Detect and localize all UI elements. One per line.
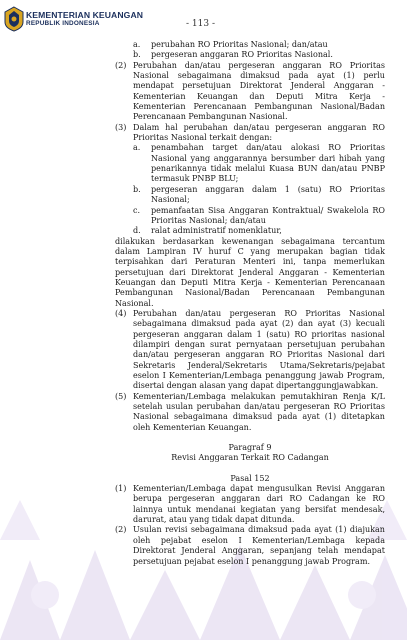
kemenkeu-logo-icon — [4, 6, 24, 32]
paragraph-5: (5) Kementerian/Lembaga melakukan pemutakhiran Renja K/L setelah usulan perubahan dan/atau pergeseran RO Prioritas Nasional sebagaimana dimaksud pada ayat (1) ditetapkan oleh Kementerian Keuangan. — [115, 391, 385, 432]
article-paragraph-2: (2) Usulan revisi sebagaimana dimaksud pada ayat (1) diajukan oleh pejabat eselon I Kementerian/Lembaga kepada Direktorat Jenderal Anggaran, sepanjang telah mendapat persetujuan pejabat eselon I penanggung jawab Program. — [115, 525, 385, 566]
list-item: a. perubahan RO Prioritas Nasional; dan/atau — [133, 40, 328, 49]
ministry-name: KEMENTERIAN KEUANGAN — [26, 10, 144, 20]
document-body — [115, 40, 385, 567]
paragraph-4: (4) Perubahan dan/atau pergeseran RO Prioritas Nasional sebagaimana dimaksud pada ayat (2) dan ayat (3) kecuali pergeseran anggaran dalam 1 (satu) RO prioritas nasional dilampiri dengan surat pernyataan persetujuan perubahan dan/atau pergeseran anggaran RO Prioritas Nasional dari Sekretaris Jenderal/Sekretaris Utama/Sekretaris/pejabat eselon I Kementerian/Lembaga penanggung jawab Program, disertai dengan alasan yang dapat dipertanggungjawabkan. — [115, 308, 385, 391]
ministry-subtitle: REPUBLIK INDONESIA — [26, 20, 100, 27]
article-number: Pasal 152 — [230, 473, 270, 483]
paragraph-3-closing: dilakukan berdasarkan kewenangan sebagaimana tercantum dalam Lampiran IV huruf C yang merupakan bagian tidak terpisahkan dari Peraturan Menteri ini, tanpa memerlukan persetujuan dari Direktorat Jenderal Anggaran - Kementerian Keuangan dan Deputi Mitra Kerja - Kementerian Perencanaan Pembangunan Nasional/Badan Perencanaan Pembangunan Nasional. — [115, 236, 385, 308]
list-item: b. pergeseran anggaran RO Prioritas Nasional. — [133, 50, 333, 60]
page-number: - 113 - — [186, 19, 215, 29]
ministry-title — [26, 10, 143, 28]
continued-list — [115, 40, 385, 61]
section-heading: Paragraf 9 — [228, 443, 272, 453]
list-item: c. pemanfaatan Sisa Anggaran Kontraktual/ Swakelola RO Prioritas Nasional; dan/atau — [133, 205, 385, 225]
paragraph-2: (2) Perubahan dan/atau pergeseran anggaran RO Prioritas Nasional sebagaimana dimaksud pada ayat (1) perlu mendapat persetujuan Direktorat Jenderal Anggaran - Kementerian Keuangan dan Deputi Mitra Kerja - Kementerian Perencanaan Pembangunan Nasional/Badan Perencanaan Pembangunan Nasional. — [115, 60, 385, 122]
paragraph-3: (3) Dalam hal perubahan dan/atau pergeseran anggaran RO Prioritas Nasional terkait dengan: a. penambahan target dan/atau alokasi RO Prioritas Nasional yang anggarannya bersumber dari hibah yang penarikannya tidak melalui Kuasa BUN dan/atau PNBP termasuk PNBP BLU; b. pergeseran anggaran dalam 1 (satu) RO Prioritas Nasional; c. pemanfaatan Sisa Anggaran Kontraktual/ Swakelola RO Prioritas Nasional; dan/atau d. ralat administratif nomenklatur, — [115, 122, 385, 236]
section-title: Revisi Anggaran Terkait RO Cadangan — [171, 453, 329, 463]
list-item: d. ralat administratif nomenklatur, — [133, 226, 282, 236]
article-paragraph-1: (1) Kementerian/Lembaga dapat mengusulkan Revisi Anggaran berupa pergeseran anggaran dari RO Cadangan ke RO lainnya untuk mendanai kegiatan yang bersifat mendesak, darurat, atau yang tidak dapat ditunda. — [115, 484, 385, 525]
list-item: b. pergeseran anggaran dalam 1 (satu) RO Prioritas Nasional; — [133, 184, 385, 205]
list-item: a. penambahan target dan/atau alokasi RO Prioritas Nasional yang anggarannya bersumber dari hibah yang penarikannya tidak melalui Kuasa BUN dan/atau PNBP termasuk PNBP BLU; — [133, 143, 385, 184]
